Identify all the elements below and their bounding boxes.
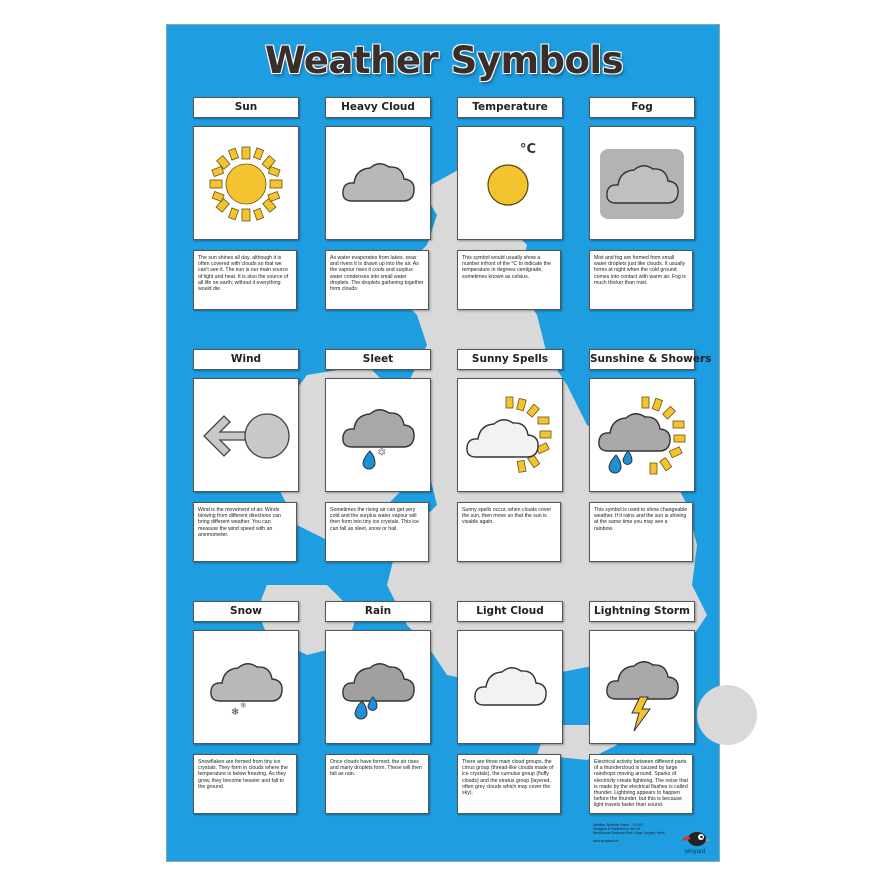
symbol-label: Snow [193,601,299,622]
symbol-description: This symbol is used to show changeable weather. If it rains and the sun is shining at the same time you may see a rainbow. [589,502,693,562]
symbol-description: There are three main cloud groups, the cirrus group (thread-like clouds made of ice crystals), the cumulus group (fluffy clouds) and the stratus group (layered, often grey clouds which may cover the sky). [457,754,561,814]
svg-text:❄: ❄ [231,707,240,718]
symbol-label: Fog [589,97,695,118]
symbol-label: Sunshine & Showers [589,349,695,370]
symbol-description: Sunny spells occur, when clouds cover the sun, then move so that the sun is visable again. [457,502,561,562]
symbol-label: Temperature [457,97,563,118]
snow-icon [194,631,298,743]
lightning-icon [590,631,694,743]
symbol-label: Sunny Spells [457,349,563,370]
footer-url: www.winyaard.co [593,838,619,843]
symbol-description: Mist and fog are formed from small water droplets just like clouds. It usually forms at night when the cold ground comes into contact with warm air. Fog is much thicker than mist. [589,250,693,310]
light-cloud-icon [458,631,562,743]
sun-icon [194,127,298,239]
wind-icon [194,379,298,491]
symbol-label: Rain [325,601,431,622]
poster-footer [593,823,673,843]
fog-icon [590,127,694,239]
celsius-unit: °C [520,142,537,157]
symbol-description: As water evaporates from lakes, seas and rivers it is drawn up into the air. As the vapour rises it cools and surplus water condenses into small water droplets. The droplets gathering together form clouds. [325,250,429,310]
symbol-description: Wind is the movement of air. Winds blowing from different directions can bring different weather. You can measure the wind speed with an anemometer. [193,502,297,562]
bird-icon [677,827,713,849]
symbol-label: Light Cloud [457,601,563,622]
poster-title: Weather Symbols [264,39,624,82]
symbol-label: Sleet [325,349,431,370]
publisher-name: winyard [684,849,706,855]
symbol-description: Sometimes the rising air can get very cold and the surplus water vapour will then form into tiny ice crystals. This ice can fall as sleet, snow or hail. [325,502,429,562]
svg-text:✱: ✱ [378,448,386,458]
symbol-description: The sun shines all day, although it is often covered with clouds so that we can't see it. The sun is our main source of light and heat. It is also the source of all life on earth; without it everything would die. [193,250,297,310]
symbol-label: Lightning Storm [589,601,695,622]
symbol-label: Heavy Cloud [325,97,431,118]
sunshine-showers-icon [590,379,694,491]
footer-line: Designed & Published in the UK [593,827,640,832]
footer-line: Weather Symbols Poster - XXXXX [593,823,644,827]
symbol-label: Sun [193,97,299,118]
symbol-description: Electrical activity between different parts of a thundercloud is caused by large raindrops moving around. Sparks of electricity create lightning. The noise that is made by the electrical flashes is called thunder. Lightning appears to happen before the thunder, but this is because light travels faster than sound. [589,754,693,814]
temperature-icon [458,127,562,239]
sleet-icon [326,379,430,491]
sunny-spells-icon [458,379,562,491]
symbol-description: This symbol would usually show a number infront of the °C to indicate the temperature in degrees centigrade, sometimes known as celsius. [457,250,561,310]
symbol-label: Wind [193,349,299,370]
symbol-description: Once clouds have formed, the air rises and many droplets form. These will then fall as rain. [325,754,429,814]
footer-line: Wenchmore Business Park, Kings Langley, Herts [593,831,665,836]
svg-text:❄: ❄ [240,701,247,710]
rain-icon [326,631,430,743]
heavy-cloud-icon [326,127,430,239]
symbol-description: Snowflakes are formed from tiny ice crystals. They form in clouds where the temperature is below freezing. As they grow, they become heavier and fall to the ground. [193,754,297,814]
weather-poster [166,24,720,862]
publisher-logo [677,827,713,857]
